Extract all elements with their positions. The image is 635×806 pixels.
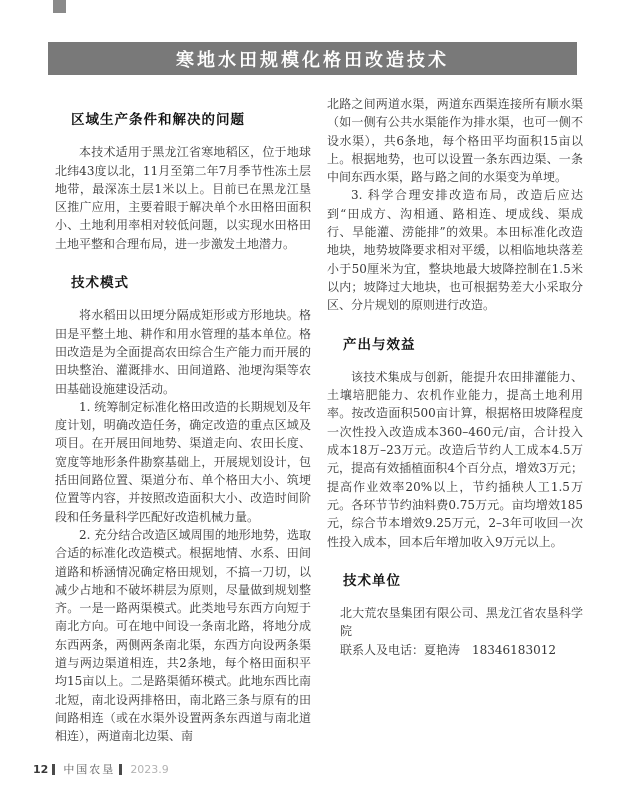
section-heading-conditions: 区域生产条件和解决的问题 bbox=[71, 112, 245, 128]
paragraph-conditions: 本技术适用于黑龙江省寒地稻区，位于地球北纬43度以北，11月至第二年7月季节性冻土层地带，最深冻土层1米以上。目前已在黑龙江垦区推广应用，主要着眼于解决单个水田格田面积小、土地利用率相对较低问题，以实现水田格田土地平整和合理布局，进一步激发土地潜力。 bbox=[55, 145, 311, 251]
tech-unit-organizations: 北大荒农垦集团有限公司、黑龙江省农垦科学院 bbox=[340, 606, 583, 639]
paragraph-tech-model-item3: 3. 科学合理安排改造布局，改造后应达到“田成方、沟相通、路相连、埂成线、渠成行、旱能灌、涝能排”的效果。本田标准化改造地块，地势坡降要求相对平缓，以相临地块落差小于50厘米为宜，整块地最大坡降控制在1.5米以内；坡降过大地块，也可根据势差大小采取分区、分片规划的原则进行改造。 bbox=[327, 188, 583, 313]
page-number: 12 bbox=[33, 762, 49, 776]
section-heading-tech-unit: 技术单位 bbox=[343, 572, 401, 589]
paragraph-tech-model-item1: 1. 统筹制定标准化格田改造的长期规划及年度计划，明确改造任务，确定改造的重点区域及项目。在开展田间地势、渠道走向、农田长度、宽度等地形条件勘察基础上，开展规划设计，包括田间路位置、渠道分布、单个格田大小、筑埂位置等内容，并按照改造面积大小、改造时间阶段和任务量科学匹配好改造机械力量。 bbox=[55, 399, 311, 524]
paragraph-tech-model-item2-part2: 北路之间两道水渠，两道东西渠连接所有顺水渠（如一侧有公共水渠能作为排水渠，也可一侧不设水渠），共6条地，每个格田平均面积15亩以上。根据地势，也可以设置一条东西边渠、一条中间东西水渠，路与路之间的水渠变为单埂。 bbox=[327, 97, 583, 185]
journal-name: 中国农垦 bbox=[63, 763, 116, 776]
section-heading-output-benefit: 产出与效益 bbox=[343, 336, 416, 353]
paragraph-tech-model-item2-part1: 2. 充分结合改造区域周围的地形地势，选取合适的标准化改造模式。根据地情、水系、田间道路和桥涵情况确定格田规划，不搞一刀切，以减少占地和不破坏耕层为原则，尽量做到规划整齐。一是一路两渠模式。此类地号东西方向短于南北方向。可在地中间设一条南北路，将地分成东西两条，两侧两条南北渠，东西方向设两条渠道与两边渠道相连，共2条地，每个格田面积平均15亩以上。二是路渠循环模式。此地东西比南北短，南北设两排格田，南北路三条与原有的田间路相连（或在水渠外设置两条东西道与南北道相连），两道南北边渠、南 bbox=[55, 527, 311, 744]
issue-number: 2023.9 bbox=[130, 762, 169, 776]
paragraph-tech-model-intro: 将水稻田以田埂分隔成矩形或方形地块。格田是平整土地、耕作和用水管理的基本单位。格田改造是为全面提高农田综合生产能力而开展的田块整治、灌溉排水、田间道路、池埂沟渠等农田基础设施建设活动。 bbox=[55, 308, 311, 396]
footer-divider bbox=[119, 764, 122, 775]
footer-divider bbox=[52, 764, 55, 775]
section-heading-tech-model: 技术模式 bbox=[71, 275, 129, 292]
tech-unit-contact-phone: 联系人及电话：夏艳涛 18346183012 bbox=[340, 642, 556, 657]
article-title-banner bbox=[48, 42, 577, 75]
right-column bbox=[327, 95, 583, 746]
left-column bbox=[55, 95, 311, 746]
page-footer bbox=[33, 761, 169, 777]
tech-unit-contact bbox=[327, 604, 583, 659]
page-corner-mark bbox=[53, 0, 66, 13]
article-title: 寒地水田规模化格田改造技术 bbox=[176, 49, 449, 71]
article-body bbox=[55, 95, 583, 746]
paragraph-output-benefit: 该技术集成与创新，能提升农田排灌能力、土壤培肥能力、农机作业能力，提高土地利用率。按改造面积500亩计算，根据格田坡降程度一次性投入改造成本360–460元/亩，合计投入成本18万–23万元。改造后节约人工成本4.5万元，提高有效插植面积4个百分点，增效3万元；提高作业效率20%以上，节约插秧人工1.5万元。各环节节约油料费0.75万元。亩均增效185元，综合节本增效9.25万元，2–3年可收回一次性投入成本，回本后年增加收入9万元以上。 bbox=[327, 369, 583, 549]
